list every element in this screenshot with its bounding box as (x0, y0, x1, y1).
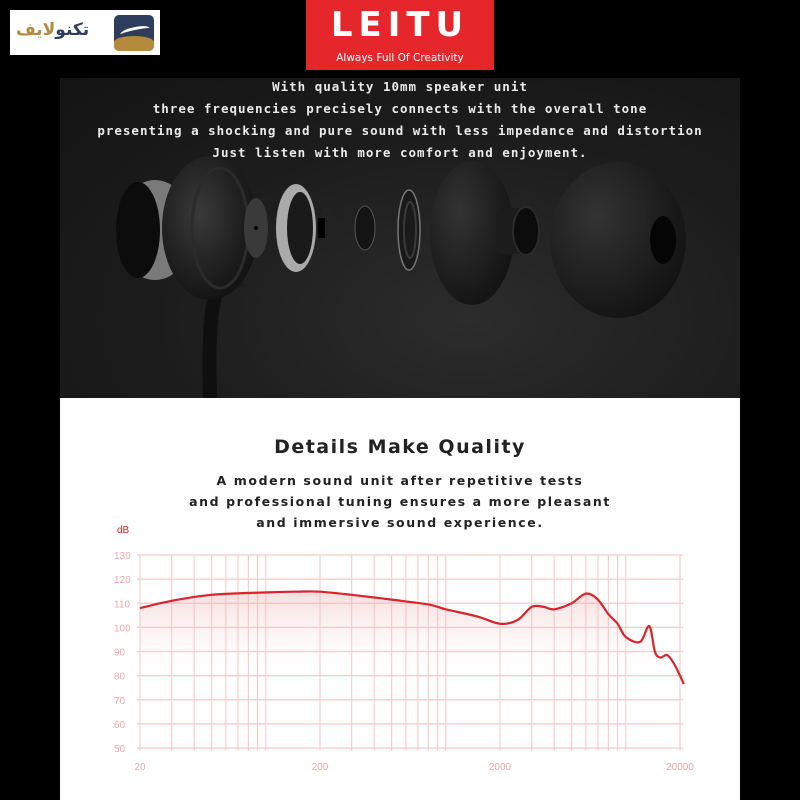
svg-text:90: 90 (114, 647, 126, 659)
details-line: and immersive sound experience. (256, 515, 544, 530)
svg-text:200: 200 (311, 762, 329, 773)
y-axis-ticks (114, 551, 131, 755)
hero-line: With quality 10mm speaker unit (272, 79, 528, 94)
svg-text:130: 130 (114, 551, 131, 562)
svg-text:100: 100 (114, 623, 131, 635)
details-line: and professional tuning ensures a more pleasant (189, 494, 611, 509)
svg-text:60: 60 (114, 719, 126, 731)
details-line: A modern sound unit after repetitive tests (216, 473, 584, 488)
hero-line: presenting a shocking and pure sound with less impedance and distortion (97, 123, 703, 138)
svg-text:120: 120 (114, 575, 131, 587)
hero-line: Just listen with more comfort and enjoyment. (212, 145, 588, 160)
hero-line: three frequencies precisely connects with the overall tone (152, 101, 648, 116)
x-axis-ticks (134, 762, 694, 773)
brand-tagline: Always Full Of Creativity (336, 52, 464, 64)
svg-text:2000: 2000 (488, 762, 512, 773)
details-title: Details Make Quality (274, 436, 526, 458)
brand-name: LEITU (330, 5, 470, 45)
svg-text:110: 110 (114, 599, 130, 611)
svg-text:20000: 20000 (666, 762, 694, 773)
y-axis-label: dB (117, 525, 130, 536)
store-logo-text-gold: لایف (16, 20, 56, 40)
svg-text:20: 20 (134, 762, 146, 773)
svg-text:50: 50 (114, 744, 126, 755)
svg-text:70: 70 (114, 695, 126, 707)
store-logo-text-dark: تکنو (55, 20, 90, 40)
svg-text:80: 80 (114, 671, 126, 683)
